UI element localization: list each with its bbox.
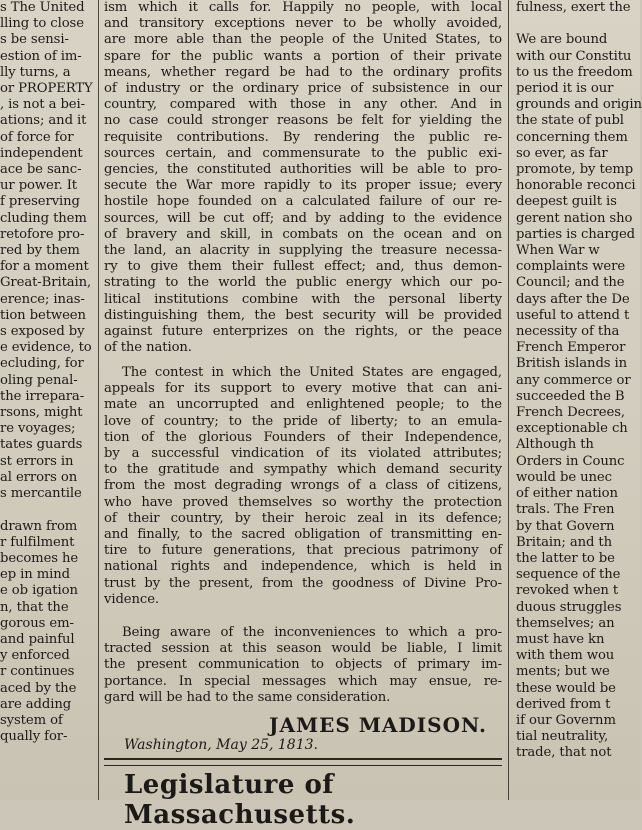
text-line: of their country, by their heroic zeal in its defence;: [104, 510, 502, 526]
text-line: sources, will be cut off; and by adding to the evidence: [104, 210, 502, 226]
text-line: ism which it calls for. Happily no people, with local: [104, 0, 502, 15]
text-line: means, whether regard be had to the ordinary profits: [104, 64, 502, 80]
text-line: exceptionable ch: [516, 421, 628, 437]
text-line: [516, 16, 640, 32]
text-line: so ever, as far: [516, 145, 608, 161]
text-line: honorable reconci: [516, 178, 636, 194]
text-line: from the most degrading wrongs of a class of citizens,: [104, 478, 502, 494]
text-line: Council; and the: [516, 275, 625, 291]
text-line: requisite contributions. By rendering the public re-: [104, 129, 502, 145]
text-line: The contest in which the United States are engaged,: [122, 365, 502, 380]
text-line: portance. In special messages which may ensue, re-: [104, 673, 502, 689]
text-line: lly turns, a: [0, 64, 71, 80]
text-line: complaints were: [516, 259, 626, 275]
text-line: necessity of tha: [516, 324, 620, 340]
column-rule-right: [508, 0, 509, 800]
text-line: the present communication to objects of primary im-: [104, 657, 502, 673]
text-line: e ob igation: [0, 583, 78, 599]
text-line: of force for: [0, 129, 74, 145]
text-line: the state of publ: [516, 113, 624, 129]
text-line: are adding: [0, 696, 72, 712]
text-line: erence; inas-: [0, 291, 85, 307]
text-line: with our Constitu: [516, 48, 632, 64]
text-line: ep in mind: [0, 567, 70, 583]
text-line: of bravery and skill, in combats on the ocean and on: [104, 226, 502, 242]
text-line: s be sensi-: [0, 32, 69, 48]
text-line: retofore pro-: [0, 226, 85, 242]
text-line: r continues: [0, 664, 75, 680]
section-divider: [104, 758, 502, 766]
text-line: , is not a bei-: [0, 97, 85, 113]
text-line: independent: [0, 145, 83, 161]
text-line: trust by the present, from the goodness of Divine Pro-: [104, 575, 502, 591]
text-line: vidence.: [104, 591, 159, 607]
text-line: trade, that not: [516, 745, 612, 761]
text-line: mate an uncorrupted and enlightened people; to the: [104, 397, 502, 413]
text-line: if our Governm: [516, 712, 616, 728]
text-line: useful to attend t: [516, 307, 630, 323]
text-line: of either nation: [516, 486, 618, 502]
text-line: lling to close: [0, 16, 84, 32]
text-line: deepest guilt is: [516, 194, 617, 210]
text-line: gerent nation sho: [516, 210, 633, 226]
text-line: French Decrees,: [516, 405, 625, 421]
message-paragraph-1: [104, 0, 502, 356]
text-line: of industry or the ordinary price of subsistence in our: [104, 81, 502, 97]
text-line: e evidence, to: [0, 340, 92, 356]
text-line: cluding them: [0, 210, 87, 226]
text-line: becomes he: [0, 550, 79, 566]
signature: JAMES MADISON.: [269, 713, 487, 737]
text-line: ry to give them their fullest effect; and, thus demon-: [104, 259, 502, 275]
text-line: the land, an alacrity in supplying the treasure necessa-: [104, 243, 502, 259]
text-line: When War w: [516, 243, 600, 259]
text-line: r fulfilment: [0, 534, 75, 550]
text-line: tion between: [0, 307, 86, 323]
text-line: fulness, exert the: [516, 0, 631, 15]
text-line: aced by the: [0, 680, 77, 696]
text-line: by that Govern: [516, 518, 615, 534]
text-line: sources certain, and commensurate to the public exi-: [104, 145, 502, 161]
text-line: parties is charged: [516, 226, 635, 242]
text-line: no case could stronger reasons be felt for yielding the: [104, 113, 502, 129]
text-line: rsons, might: [0, 405, 83, 421]
text-line: n, that the: [0, 599, 69, 615]
text-line: or PROPERTY: [0, 81, 93, 97]
text-line: love of country; to the pride of liberty; to an emula-: [104, 413, 502, 429]
left-column-lines: [0, 0, 94, 745]
text-line: derived from t: [516, 696, 611, 712]
text-line: with them wou: [516, 648, 615, 664]
text-line: appeals for its support to every motive that can ani-: [104, 381, 502, 397]
text-line: [0, 502, 94, 518]
paragraph-1-lines: [104, 0, 502, 356]
text-line: gencies, the constituted authorities will be able to pro-: [104, 162, 502, 178]
text-line: tire to future generations, that precious patrimony of: [104, 543, 502, 559]
text-line: revoked when t: [516, 583, 619, 599]
text-line: French Emperor: [516, 340, 626, 356]
text-line: to us the freedom: [516, 64, 633, 80]
dateline: Washington, May 25, 1813.: [124, 737, 318, 753]
text-line: grounds and origin: [516, 97, 642, 113]
text-line: promote, by temp: [516, 162, 634, 178]
message-paragraph-3: [104, 625, 502, 706]
paragraph-2-lines: [104, 365, 502, 608]
text-line: estion of im-: [0, 48, 82, 64]
text-line: days after the De: [516, 291, 630, 307]
text-line: secute the War more rapidly to its proper issue; every: [104, 178, 502, 194]
text-line: trals. The Fren: [516, 502, 615, 518]
text-line: the latter to be: [516, 550, 615, 566]
left-column: [0, 0, 94, 800]
text-line: We are bound: [516, 32, 608, 48]
text-line: ur power. It: [0, 178, 78, 194]
text-line: hostile hope founded on a calculated failure of our re-: [104, 194, 502, 210]
text-line: strating to the world the public energy which our po-: [104, 275, 502, 291]
text-line: against future enterprizes on the rights, or the peace: [104, 324, 502, 340]
text-line: red by them: [0, 243, 80, 259]
text-line: drawn from: [0, 518, 78, 534]
text-line: these would be: [516, 680, 616, 696]
right-column: [516, 0, 640, 800]
text-line: and transitory exceptions never to be wholly avoided,: [104, 16, 502, 32]
text-line: must have kn: [516, 631, 605, 647]
text-line: national rights and independence, which is held in: [104, 559, 502, 575]
text-line: system of: [0, 712, 63, 728]
text-line: British islands in: [516, 356, 628, 372]
text-line: st errors in: [0, 453, 74, 469]
text-line: of the nation.: [104, 340, 192, 356]
text-line: sequence of the: [516, 567, 621, 583]
text-line: Although th: [516, 437, 594, 453]
text-line: concerning them: [516, 129, 628, 145]
text-line: oling penal-: [0, 372, 78, 388]
text-line: al errors on: [0, 469, 78, 485]
text-line: distinguishing them, the best security will be provided: [104, 307, 502, 323]
message-paragraph-2: [104, 365, 502, 608]
text-line: to the gratitude and sympathy which demand security: [104, 462, 502, 478]
text-line: would be unec: [516, 469, 612, 485]
text-line: duous struggles: [516, 599, 622, 615]
text-line: country, compared with those in any other. And in: [104, 97, 502, 113]
text-line: y enforced: [0, 648, 70, 664]
right-column-lines: [516, 0, 640, 762]
text-line: spare for the public wants a portion of their private: [104, 48, 502, 64]
text-line: s exposed by: [0, 324, 85, 340]
main-column: [104, 0, 502, 830]
column-rule-left: [98, 0, 99, 800]
text-line: by a successful vindication of its violated attributes;: [104, 446, 502, 462]
text-line: tates guards: [0, 437, 83, 453]
text-line: s mercantile: [0, 486, 82, 502]
text-line: Britain; and th: [516, 534, 613, 550]
text-line: qually for-: [0, 729, 68, 745]
text-line: re voyages;: [0, 421, 76, 437]
text-line: litical institutions combine with the personal liberty: [104, 291, 502, 307]
text-line: themselves; an: [516, 615, 615, 631]
text-line: any commerce or: [516, 372, 631, 388]
text-line: tial neutrality,: [516, 729, 609, 745]
text-line: who have proved themselves so worthy the protection: [104, 494, 502, 510]
text-line: gorous em-: [0, 615, 74, 631]
text-line: period it is our: [516, 81, 614, 97]
text-line: Great-Britain,: [0, 275, 92, 291]
text-line: and painful: [0, 631, 75, 647]
text-line: tracted session at this season would be liable, I limit: [104, 641, 502, 657]
text-line: and finally, to the sacred obligation of transmitting en-: [104, 527, 502, 543]
text-line: ments; but we: [516, 664, 610, 680]
text-line: ace be sanc-: [0, 162, 82, 178]
section-heading: Legislature of Massachusetts.: [124, 770, 356, 830]
text-line: ations; and it: [0, 113, 87, 129]
text-line: ecluding, for: [0, 356, 84, 372]
text-line: for a moment: [0, 259, 89, 275]
text-line: are more able than the people of the United States, to: [104, 32, 502, 48]
text-line: tion of the glorious Founders of their Independence,: [104, 429, 502, 445]
text-line: Orders in Counc: [516, 453, 625, 469]
text-line: f preserving: [0, 194, 80, 210]
text-line: the irrepara-: [0, 388, 85, 404]
text-line: succeeded the B: [516, 388, 625, 404]
text-line: Being aware of the inconveniences to which a pro-: [122, 625, 502, 640]
text-line: s The United: [0, 0, 85, 15]
paragraph-3-lines: [104, 625, 502, 706]
text-line: gard will be had to the same consideration.: [104, 689, 391, 705]
